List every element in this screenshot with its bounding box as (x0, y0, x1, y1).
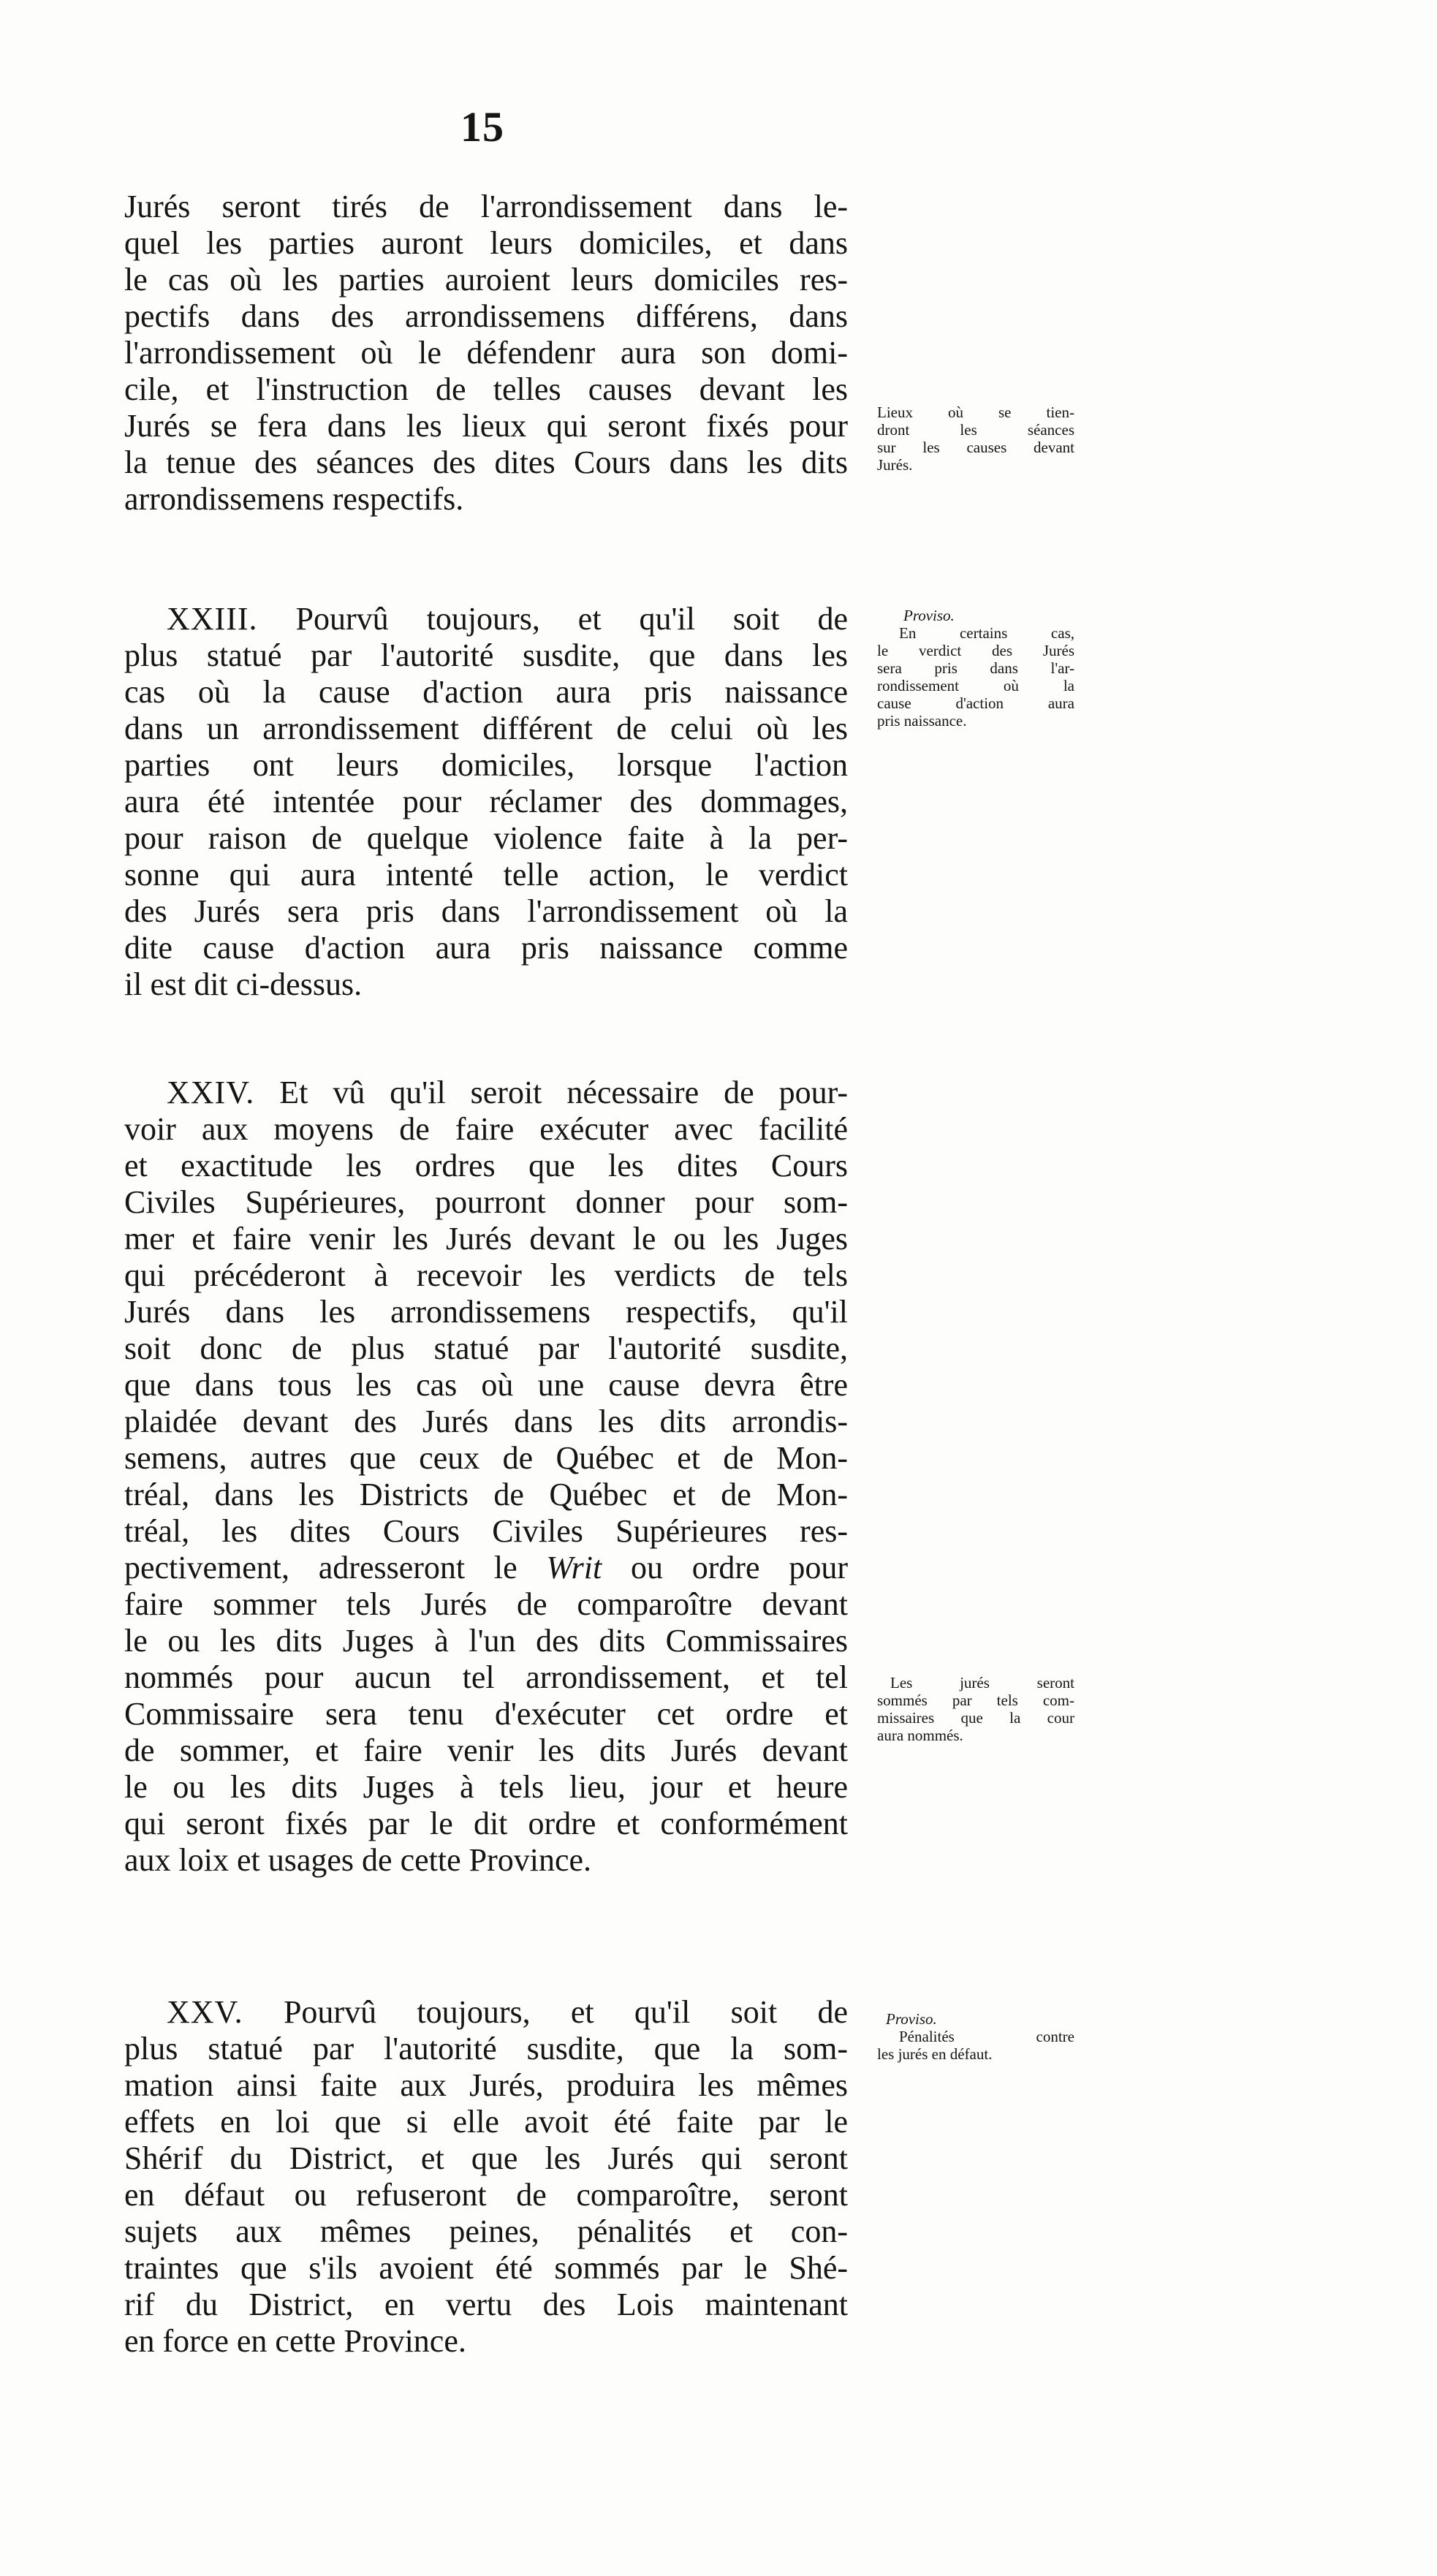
note-line: sommés par tels com- (877, 1692, 1074, 1709)
text-line: parties ont leurs domiciles, lorsque l'action (124, 747, 848, 783)
page-number: 15 (460, 103, 504, 151)
text-line: plus statué par l'autorité susdite, que la som- (124, 2031, 848, 2067)
margin-note-lieux (877, 404, 1074, 474)
text-line: dans un arrondissement différent de celui où les (124, 711, 848, 746)
text-line: et exactitude les ordres que les dites Cours (124, 1148, 848, 1183)
text-line: XXV. Pourvû toujours, et qu'il soit de (167, 1994, 848, 2030)
text-line: XXIV. Et vû qu'il seroit nécessaire de pour- (167, 1075, 848, 1110)
text-line: sujets aux mêmes peines, pénalités et con- (124, 2213, 848, 2249)
note-line: dront les séances (877, 421, 1074, 439)
text-line: le ou les dits Juges à l'un des dits Commissaires (124, 1623, 848, 1659)
text-line: tréal, dans les Districts de Québec et de Mon- (124, 1477, 848, 1512)
note-line: sur les causes devant (877, 439, 1074, 456)
text-line: dite cause d'action aura pris naissance comme (124, 930, 848, 966)
text-line: Jurés se fera dans les lieux qui seront fixés pour (124, 408, 848, 444)
text-line: XXIII. Pourvû toujours, et qu'il soit de (167, 601, 848, 637)
margin-note-proviso-xxv (877, 2010, 1074, 2063)
text-line: sonne qui aura intenté telle action, le verdict (124, 857, 848, 893)
note-line: En certains cas, (899, 624, 1074, 642)
text-line: arrondissemens respectifs. (124, 481, 464, 517)
text-line: plus statué par l'autorité susdite, que dans les (124, 637, 848, 673)
margin-note-jures-sommes (877, 1674, 1074, 1744)
text-line: nommés pour aucun tel arrondissement, et tel (124, 1659, 848, 1695)
text-line: Civiles Supérieures, pourront donner pour som- (124, 1184, 848, 1220)
text-line: qui précéderont à recevoir les verdicts de tels (124, 1257, 848, 1293)
text-line: mer et faire venir les Jurés devant le ou les Juges (124, 1221, 848, 1257)
text-line: aux loix et usages de cette Province. (124, 1842, 592, 1878)
text-line: cas où la cause d'action aura pris naissance (124, 674, 848, 710)
text-line: rif du District, en vertu des Lois maintenant (124, 2287, 848, 2322)
text-line: le cas où les parties auroient leurs domiciles res- (124, 262, 848, 298)
note-line: le verdict des Jurés (877, 642, 1074, 659)
text-line: la tenue des séances des dites Cours dans les dits (124, 444, 848, 480)
note-line: Pénalités contre (899, 2028, 1074, 2045)
note-line: sera pris dans l'ar- (877, 659, 1074, 677)
text-line: Commissaire sera tenu d'exécuter cet ordre et (124, 1696, 848, 1732)
note-line: pris naissance. (877, 712, 967, 730)
text-line: quel les parties auront leurs domiciles, et dans (124, 225, 848, 261)
text-line: le ou les dits Juges à tels lieu, jour et heure (124, 1769, 848, 1805)
text-line: voir aux moyens de faire exécuter avec facilité (124, 1111, 848, 1147)
text-line: Shérif du District, et que les Jurés qui seront (124, 2140, 848, 2176)
note-line: rondissement où la (877, 677, 1074, 694)
section-xxiii (124, 601, 848, 1003)
paragraph-continuation (124, 189, 848, 518)
section-number: XXIII. (167, 601, 258, 637)
text-line: aura été intentée pour réclamer des dommages, (124, 784, 848, 819)
note-line: les jurés en défaut. (877, 2045, 993, 2063)
text-line: plaidée devant des Jurés dans les dits arrondis- (124, 1403, 848, 1439)
note-line: Les jurés seront (890, 1674, 1074, 1692)
italic-word: Writ (546, 1550, 602, 1586)
text-line: en force en cette Province. (124, 2323, 466, 2359)
section-xxiv (124, 1075, 848, 1879)
text-line: cile, et l'instruction de telles causes devant les (124, 371, 848, 407)
margin-note-proviso-xxiii (877, 607, 1074, 730)
text-line: pectivement, adresseront le Writ ou ordre pour (124, 1550, 848, 1586)
text-line: de sommer, et faire venir les dits Jurés devant (124, 1732, 848, 1768)
text-line: en défaut ou refuseront de comparoître, seront (124, 2177, 848, 2213)
note-line: aura nommés. (877, 1727, 963, 1744)
text-line: des Jurés sera pris dans l'arrondissement où la (124, 893, 848, 929)
note-line: cause d'action aura (877, 694, 1074, 712)
text-line: tréal, les dites Cours Civiles Supérieures res- (124, 1513, 848, 1549)
text-line: semens, autres que ceux de Québec et de Mon- (124, 1440, 848, 1476)
text-line: l'arrondissement où le défendenr aura son domi- (124, 335, 848, 371)
text-line: faire sommer tels Jurés de comparoître devant (124, 1586, 848, 1622)
text-line: effets en loi que si elle avoit été faite par le (124, 2104, 848, 2140)
text-line: il est dit ci-dessus. (124, 966, 363, 1002)
note-label: Proviso. (903, 607, 955, 624)
text-line: pectifs dans des arrondissemens différens, dans (124, 298, 848, 334)
section-number: XXV. (167, 1994, 243, 2030)
text-line: pour raison de quelque violence faite à la per- (124, 820, 848, 856)
text-line: mation ainsi faite aux Jurés, produira les mêmes (124, 2067, 848, 2103)
note-line: Lieux où se tien- (877, 404, 1074, 421)
text-line: traintes que s'ils avoient été sommés par le Shé- (124, 2250, 848, 2286)
text-line: soit donc de plus statué par l'autorité susdite, (124, 1330, 848, 1366)
note-line: missaires que la cour (877, 1709, 1074, 1727)
note-label: Proviso. (886, 2010, 937, 2028)
text-line: que dans tous les cas où une cause devra être (124, 1367, 848, 1403)
text-line: Jurés seront tirés de l'arrondissement dans le- (124, 189, 848, 224)
text-line: Jurés dans les arrondissemens respectifs, qu'il (124, 1294, 848, 1330)
note-line: Jurés. (877, 456, 913, 474)
section-number: XXIV. (167, 1075, 255, 1110)
text-line: qui seront fixés par le dit ordre et conformément (124, 1806, 848, 1841)
section-xxv (124, 1994, 848, 2360)
